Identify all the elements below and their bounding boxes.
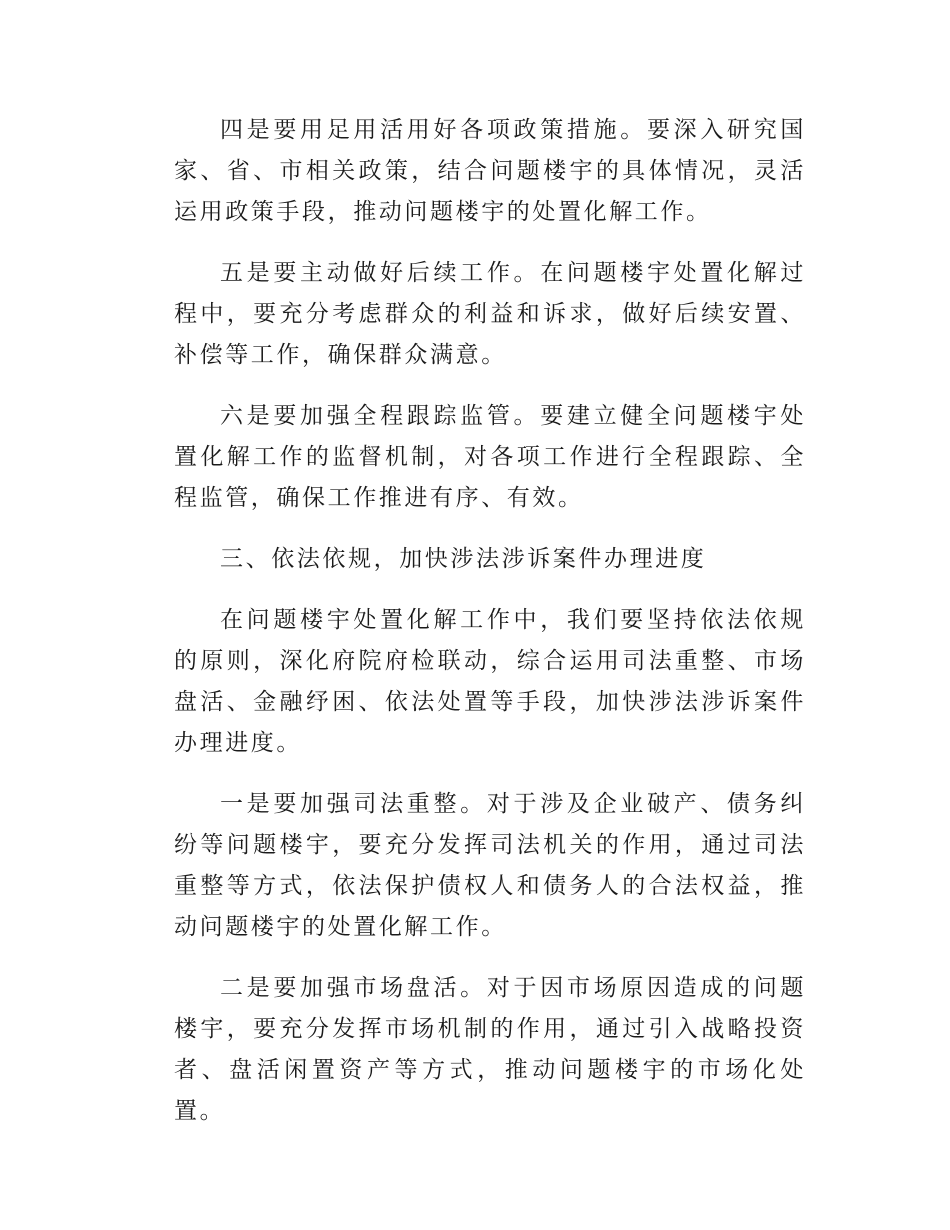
paragraph-market-revitalization: 二是要加强市场盘活。对于因市场原因造成的问题楼宇，要充分发挥市场机制的作用，通过引入战略投资者、盘活闲置资产等方式，推动问题楼宇的市场化处置。: [174, 975, 806, 1124]
paragraph-judicial-restructuring: 一是要加强司法重整。对于涉及企业破产、债务纠纷等问题楼宇，要充分发挥司法机关的作用，通过司法重整等方式，依法保护债权人和债务人的合法权益，推动问题楼宇的处置化解工作。: [174, 791, 806, 940]
paragraph-legal-principle: 在问题楼宇处置化解工作中，我们要坚持依法依规的原则，深化府院府检联动，综合运用司法重整、市场盘活、金融纾困、依法处置等手段，加快涉法涉诉案件办理进度。: [174, 607, 806, 756]
paragraph-full-supervision: 六是要加强全程跟踪监管。要建立健全问题楼宇处置化解工作的监督机制，对各项工作进行全程跟踪、全程监管，确保工作推进有序、有效。: [174, 403, 806, 511]
section-heading: 三、依法依规，加快涉法涉诉案件办理进度: [220, 546, 707, 572]
paragraph-policy-measures: 四是要用足用活用好各项政策措施。要深入研究国家、省、市相关政策，结合问题楼宇的具体情况，灵活运用政策手段，推动问题楼宇的处置化解工作。: [174, 117, 806, 225]
paragraph-follow-up-work: 五是要主动做好后续工作。在问题楼宇处置化解过程中，要充分考虑群众的利益和诉求，做好后续安置、补偿等工作，确保群众满意。: [174, 260, 806, 368]
document-body: [174, 110, 806, 1152]
